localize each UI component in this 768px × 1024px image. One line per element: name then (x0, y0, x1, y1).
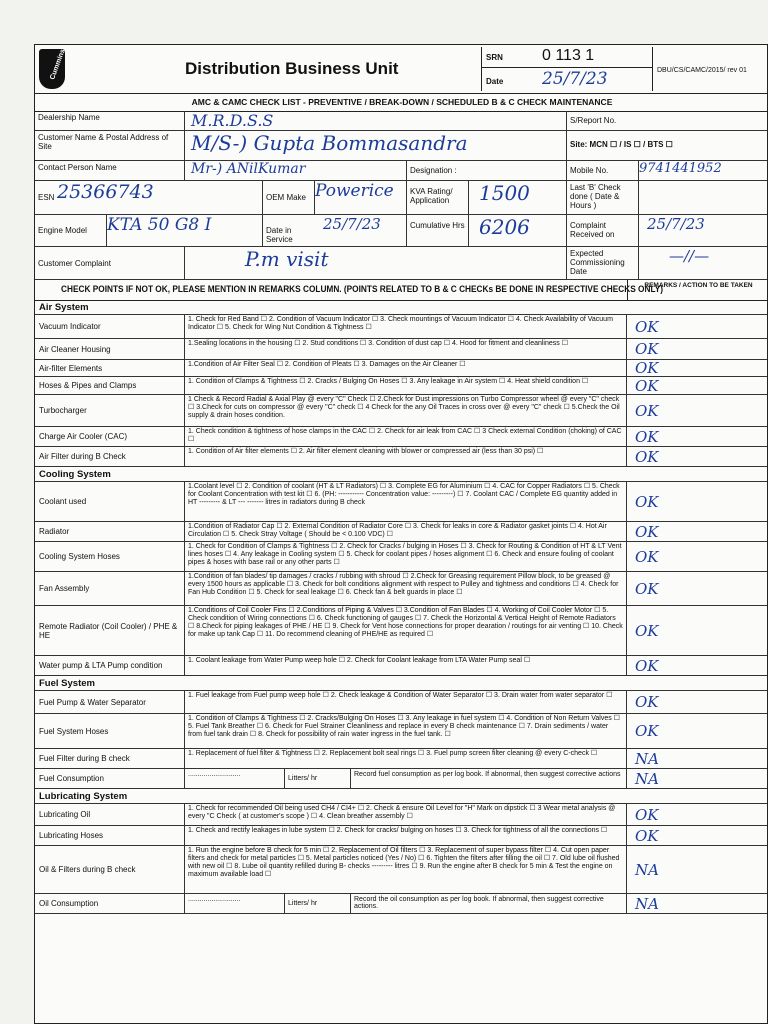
section-lubricating-system: Lubricating System (35, 789, 768, 804)
check-item-remark[interactable]: OK (635, 317, 659, 336)
srn-label: SRN (486, 53, 503, 62)
cummins-logo (39, 49, 65, 89)
oil-consumption-unit: Litters/ hr (285, 894, 351, 913)
check-item-remark[interactable]: OK (635, 656, 659, 675)
check-item-points[interactable]: 1.Condition of Air Filter Seal ☐ 2. Condition of Pleats ☐ 3. Damages on the Air Cleaner ☐ (185, 360, 627, 376)
check-row-air-filter-elements (35, 360, 768, 377)
check-row-remote-radiator-coil-cooler-phe-he (35, 606, 768, 656)
check-item-name: Fuel System Hoses (35, 714, 185, 748)
check-row-air-cleaner-housing (35, 339, 768, 360)
document-title: Distribution Business Unit (185, 59, 399, 78)
kva-value[interactable]: 1500 (469, 181, 567, 214)
report-no-label: S/Report No. (570, 116, 617, 125)
check-row-fan-assembly (35, 572, 768, 606)
cumulative-hrs-label: Cumulative Hrs (407, 215, 469, 246)
check-item-remark[interactable]: OK (635, 492, 659, 511)
check-item-remark[interactable]: OK (635, 401, 659, 420)
oil-consumption-remark[interactable]: NA (635, 894, 659, 913)
check-row-radiator (35, 522, 768, 542)
address-value[interactable]: M/S-) Gupta Bommasandra (185, 131, 567, 160)
check-item-remark[interactable]: OK (635, 547, 659, 566)
check-item-points[interactable]: 1. Check condition & tightness of hose clamps in the CAC ☐ 2. Check for air leak from CAC ☐ 3 Check external Condition (choking) of CAC ☐ (185, 427, 627, 446)
check-row-turbocharger (35, 395, 768, 427)
document-header (35, 45, 768, 94)
fuel-consumption-remark[interactable]: NA (635, 769, 659, 788)
srn-date-box (481, 47, 653, 91)
check-item-remark[interactable]: OK (635, 522, 659, 541)
check-item-points[interactable]: 1. Condition of Clamps & Tightness ☐ 2. Cracks/Bulging On Hoses ☐ 3. Any leakage in fuel system ☐ 4. Condition of Non Return Valves ☐ 5. Fuel Tank Breather ☐ 6. Check for Fuel Strainer Cleanliness and replace in every B check maintenance ☐ 7. Drain sediments / water from fuel tank drain ☐ 8. Check for possibility of rain water ingress in the fuel tank. ☐ (185, 714, 627, 748)
check-row-lubricating-oil (35, 804, 768, 826)
commissioning-date-value[interactable]: —//— (669, 247, 710, 265)
check-row-fuel-system-hoses (35, 714, 768, 749)
fuel-consumption-label: Fuel Consumption (35, 769, 185, 788)
oil-consumption-fields (185, 894, 627, 913)
check-item-name: Lubricating Oil (35, 804, 185, 825)
check-item-name: Vacuum Indicator (35, 315, 185, 338)
check-item-name: Fuel Filter during B check (35, 749, 185, 768)
check-item-name: Hoses & Pipes and Clamps (35, 377, 185, 394)
check-row-charge-air-cooler-cac (35, 427, 768, 447)
contact-row (35, 161, 768, 181)
check-row-oil-filters-during-b-check (35, 846, 768, 894)
check-item-points[interactable]: 1. Replacement of fuel filter & Tightness ☐ 2. Replacement bolt seal rings ☐ 3. Fuel pump screen filter cleaning @ every C-check ☐ (185, 749, 627, 768)
check-row-cooling-system-hoses (35, 542, 768, 572)
dealership-value[interactable]: M.R.D.S.S (185, 111, 567, 130)
fuel-consumption-fields (185, 769, 627, 788)
last-b-check-label: Last 'B' Check done ( Date & Hours ) (567, 181, 639, 214)
check-item-name: Fuel Pump & Water Separator (35, 691, 185, 713)
oem-label: OEM Make (263, 181, 315, 214)
check-item-points[interactable]: 1 Check & Record Radial & Axial Play @ every "C" Check ☐ 2.Check for Dust impressions on Turbo Compressor wheel @ every "C" check ☐ 3.Check for cuts on compressor @ every "C" check ☐ 4 Check for the any Oil Traces in cross over @ every "C" check ☐ 5.Check the Oil supply & drain hoses condition. (185, 395, 627, 426)
date-label: Date (486, 77, 504, 86)
dealership-row (35, 111, 768, 131)
logo-text: Cummins (49, 48, 67, 81)
check-item-points[interactable]: 1. Fuel leakage from Fuel pump weep hole ☐ 2. Check leakage & Condition of Water Separator ☐ 3. Drain water from water separator ☐ (185, 691, 627, 713)
contact-value[interactable]: Mr-) ANilKumar (185, 161, 407, 180)
customer-complaint-label: Customer Complaint (35, 247, 185, 279)
engine-row (35, 215, 768, 247)
check-item-name: Air Filter during B Check (35, 447, 185, 466)
check-row-vacuum-indicator (35, 315, 768, 339)
check-row-fuel-pump-water-separator (35, 691, 768, 714)
check-item-points[interactable]: 1.Condition of Radiator Cap ☐ 2. External Condition of Radiator Core ☐ 3. Check for leaks in core & Radiator gasket joints ☐ 4. Hot Air Circulation ☐ 5. Check Stray Voltage ( Should be < 0.100 VDC) ☐ (185, 522, 627, 541)
complaint-received-value[interactable]: 25/7/23 (647, 215, 705, 233)
date-in-service-value[interactable]: 25/7/23 (323, 215, 407, 246)
check-row-water-pump-lta-pump-condition (35, 656, 768, 676)
check-item-points[interactable]: 1. Check and rectify leakages in lube system ☐ 2. Check for cracks/ bulging on hoses ☐ 3. Check for tightness of all the connections ☐ (185, 826, 627, 845)
fuel-consumption-unit: Litters/ hr (285, 769, 351, 788)
checkpoints-heading: CHECK POINTS IF NOT OK, PLEASE MENTION IN REMARKS COLUMN. (POINTS RELATED TO B & C CHECKs BE DONE IN RESPECTIVE CHECKS ONLY) (61, 284, 664, 294)
check-item-name: Air Cleaner Housing (35, 339, 185, 359)
cumulative-hrs-value[interactable]: 6206 (469, 215, 567, 246)
remarks-heading: REMARKS / ACTION TO BE TAKEN (627, 280, 768, 300)
check-item-name: Radiator (35, 522, 185, 541)
document-reference: DBU/CS/CAMC/2015/ rev 01 (657, 67, 747, 74)
check-item-name: Coolant used (35, 482, 185, 521)
check-row-air-filter-during-b-check (35, 447, 768, 467)
oil-consumption-value[interactable]: ........................... (185, 894, 285, 913)
check-item-remark[interactable]: OK (635, 579, 659, 598)
check-item-remark[interactable]: NA (635, 860, 659, 879)
check-item-name: Turbocharger (35, 395, 185, 426)
dealership-label: Dealership Name (35, 111, 185, 130)
checklist-banner: AMC & CAMC CHECK LIST - PREVENTIVE / BREAK-DOWN / SCHEDULED B & C CHECK MAINTENANCE (35, 93, 768, 112)
kva-label: KVA Rating/ Application (407, 181, 469, 214)
check-row-fuel-filter-during-b-check (35, 749, 768, 769)
fuel-consumption-row (35, 769, 768, 789)
site-options[interactable]: Site: MCN ☐ / IS ☐ / BTS ☐ (570, 140, 673, 149)
check-item-name: Oil & Filters during B check (35, 846, 185, 893)
check-item-remark[interactable]: OK (635, 376, 659, 395)
complaint-row (35, 247, 768, 280)
check-item-name: Air-filter Elements (35, 360, 185, 376)
check-row-lubricating-hoses (35, 826, 768, 846)
mobile-value[interactable]: 9741441952 (639, 161, 722, 176)
check-item-remark[interactable]: OK (635, 805, 659, 824)
srn-value[interactable]: 0 113 1 (542, 47, 595, 64)
mobile-label: Mobile No. (567, 161, 639, 180)
check-item-remark[interactable]: OK (635, 359, 659, 377)
section-fuel-system: Fuel System (35, 676, 768, 691)
check-item-points[interactable]: 1. Check for recommended Oil being used CH4 / CI4+ ☐ 2. Check & ensure Oil Level for "H" Mark on dipstick ☐ 3 Wear metal analysis @ every "C Check ( at customer's scope ) ☐ 4. Clean breather assembly ☐ (185, 804, 627, 825)
complaint-received-label: Complaint Received on (567, 215, 639, 246)
check-item-points[interactable]: 1. Coolant leakage from Water Pump weep hole ☐ 2. Check for Coolant leakage from LTA Water Pump seal ☐ (185, 656, 627, 675)
last-b-check-value[interactable] (639, 181, 768, 214)
check-item-name: Water pump & LTA Pump condition (35, 656, 185, 675)
address-row (35, 131, 768, 161)
check-item-points[interactable]: 1.Coolant level ☐ 2. Condition of coolant (HT & LT Radiators) ☐ 3. Complete EG for Aluminium ☐ 4. CAC for Copper Radiators ☐ 5. Check for Coolant Concentration with test kit ☐ 6. (PH: ----------- Concentration value: ---------) ☐ 7. Coolant CAC / Complete EG quantity added in HT --------- & LT --- ------- litres in radiators during B check (185, 482, 627, 521)
check-item-points[interactable]: 1. Run the engine before B check for 5 min ☐ 2. Replacement of Oil filters ☐ 3. Replacement of super bypass filter ☐ 4. Cut open paper filters and check for metal particles ☐ 5. Metal particles noticed (Yes / No) ☐ 6. Tighten the filters after filling the oil ☐ 7. Old lube oil flushed with new oil ☐ 8. Lube oil quantity refilled during B- checks --------- litres ☐ 9. Run the engine after B check for 5 min & Test the engine on maximum available load ☐ (185, 846, 627, 893)
customer-complaint-value[interactable]: P.m visit (185, 247, 567, 279)
date-in-service-label: Date in Service (266, 226, 293, 244)
check-item-remark[interactable]: OK (635, 826, 659, 845)
check-item-name: Remote Radiator (Coil Cooler) / PHE & HE (35, 606, 185, 655)
esn-value[interactable]: 25366743 (57, 181, 263, 214)
engine-model-label: Engine Model (35, 215, 107, 246)
check-item-name: Lubricating Hoses (35, 826, 185, 845)
checkpoints-header (35, 280, 768, 301)
check-item-points[interactable]: 1. Check for Red Band ☐ 2. Condition of Vacuum Indicator ☐ 3. Check mountings of Vacuum Indicator ☐ 4. Check Availability of Vacuum Indicator ☐ 5. Check for Wing Nut Condition & Tightness ☐ (185, 315, 627, 338)
check-item-remark[interactable]: OK (635, 693, 659, 711)
check-item-points[interactable]: 1.Conditions of Coil Cooler Fins ☐ 2.Conditions of Piping & Valves ☐ 3.Condition of Fan Blades ☐ 4. Working of Coil Cooler Motor ☐ 5. Check condition of Wiring connections ☐ 6. Check functioning of gauges ☐ 7. Check the Horizontal & Vertical Height of Remote Radiators ☐ 8.Check for piping leakages of PHE / HE ☐ 9. Check for Vent hose connections for proper dearation / routings for air venting ☐ 10. Check for make up tank Cap ☐ 11. Do recommend cleaning of PHE/HE as required ☐ (185, 606, 627, 655)
section-cooling-system: Cooling System (35, 467, 768, 482)
check-item-remark[interactable]: OK (635, 340, 659, 358)
check-item-points[interactable]: 1.Sealing locations in the housing ☐ 2. Stud conditions ☐ 3. Condition of dust cap ☐ 4. Hood for fitment and cleanliness ☐ (185, 339, 627, 359)
check-item-name: Cooling System Hoses (35, 542, 185, 571)
address-label: Customer Name & Postal Address of Site (35, 131, 185, 160)
check-item-points[interactable]: 1. Condition of Air filter elements ☐ 2. Air filter element cleaning with blower or compressed air (less than 30 psi) ☐ (185, 447, 627, 466)
check-row-coolant-used (35, 482, 768, 522)
engine-model-value[interactable]: KTA 50 G8 I (107, 215, 263, 246)
check-item-remark[interactable]: NA (635, 749, 659, 768)
check-item-remark[interactable]: OK (635, 621, 659, 640)
oil-consumption-note: Record the oil consumption as per log book. If abnormal, then suggest corrective actions. (351, 894, 627, 913)
date-value[interactable]: 25/7/23 (542, 69, 608, 89)
esn-row (35, 181, 768, 215)
section-air-system: Air System (35, 300, 768, 315)
check-item-points[interactable]: 1. Check for Condition of Clamps & Tightness ☐ 2. Check for Cracks / bulging in Hoses ☐ 3. Check for Routing & Condition of HT & LT Vent lines hoses ☐ 4. Any leakage in Cooling system ☐ 5. Check for coolant pipes / hoses alignment ☐ 6. Check and ensure fouling of coolant pipes & hoses with base rail or any other parts ☐ (185, 542, 627, 571)
check-item-points[interactable]: 1. Condition of Clamps & Tightness ☐ 2. Cracks / Bulging On Hoses ☐ 3. Any leakage in Air system ☐ 4. Heat shield condition ☐ (185, 377, 627, 394)
check-row-hoses-pipes-and-clamps (35, 377, 768, 395)
check-item-points[interactable]: 1.Condition of fan blades/ tip damages / cracks / rubbing with shroud ☐ 2.Check for Greasing requirement Pillow block, to be greased @ every 1500 hours as applicable ☐ 3. Check for bolt conditions alignment with respect to Pulley and tightness and conditions ☐ 4. Check for Fan Hub Condition ☐ 5. Check for seal leakage ☐ 6. Check fan & belt guards in place ☐ (185, 572, 627, 605)
fuel-consumption-value[interactable]: ........................... (185, 769, 285, 788)
oil-consumption-row (35, 894, 768, 914)
check-item-remark[interactable]: OK (635, 722, 659, 740)
esn-label: ESN (38, 193, 55, 202)
check-item-remark[interactable]: OK (635, 447, 659, 466)
fuel-consumption-note: Record fuel consumption as per log book. If abnormal, then suggest corrective actions (351, 769, 627, 788)
designation-label: Designation : (407, 161, 567, 180)
oem-value[interactable]: Powerice (315, 181, 407, 214)
contact-label: Contact Person Name (35, 161, 185, 180)
checklist-sheet (34, 44, 768, 1024)
check-item-name: Charge Air Cooler (CAC) (35, 427, 185, 446)
commissioning-date-label: Expected Commissioning Date (567, 247, 639, 279)
check-item-name: Fan Assembly (35, 572, 185, 605)
check-item-remark[interactable]: OK (635, 427, 659, 446)
oil-consumption-label: Oil Consumption (35, 894, 185, 913)
